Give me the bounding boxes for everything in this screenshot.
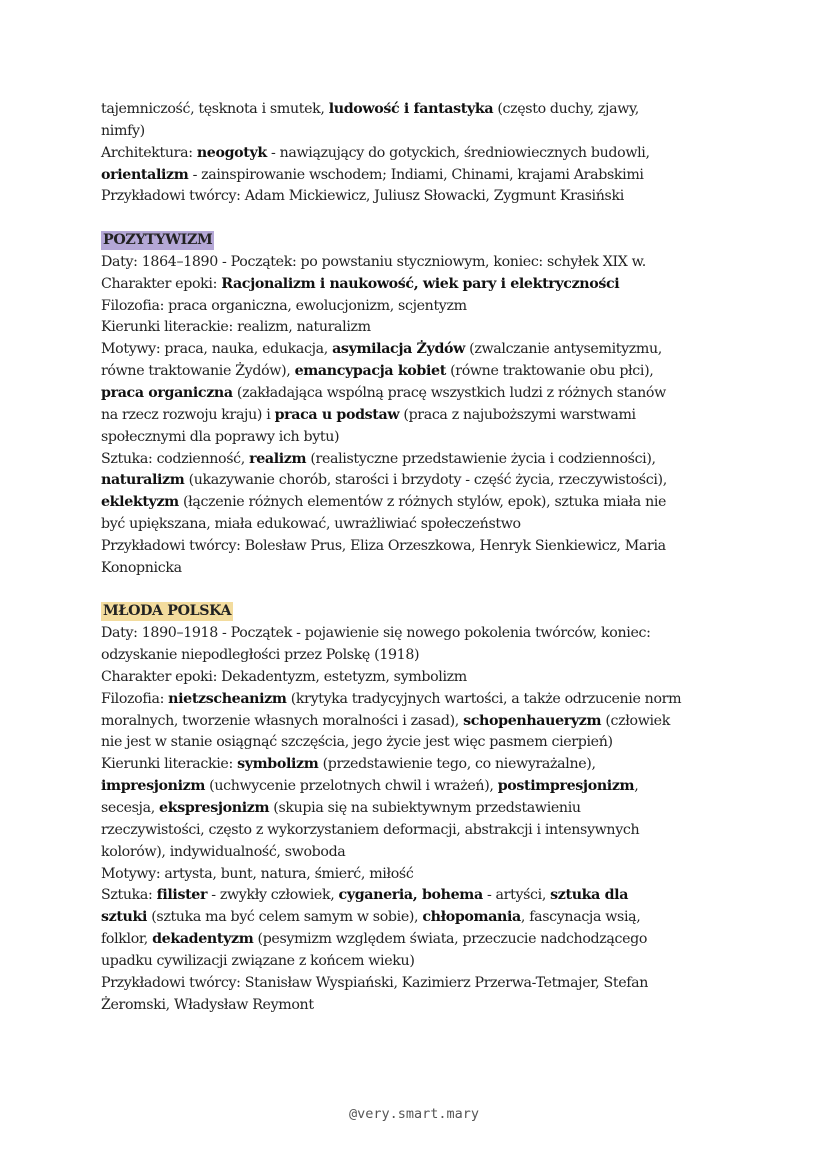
bold-term: postimpresjonizm (497, 778, 635, 795)
spacer (101, 580, 761, 602)
text-span: być upiększana, miała edukować, uwrażliwiać społeczeństwo (101, 516, 521, 533)
text-span: Przykładowi twórcy: Bolesław Prus, Eliza Orzeszkowa, Henryk Sienkiewicz, Maria (101, 537, 666, 554)
text-span: Przykładowi twórcy: Adam Mickiewicz, Juliusz Słowacki, Zygmunt Krasiński (101, 188, 624, 205)
text-span: tajemniczość, tęsknota i smutek, (101, 101, 329, 117)
text-line (101, 252, 761, 274)
text-span: secesja, (101, 800, 160, 816)
text-span: Daty: 1890–1918 - Początek - pojawienie się nowego pokolenia twórców, koniec: (101, 625, 651, 642)
text-span: , fascynacja wsią, (520, 909, 641, 926)
text-line (101, 186, 761, 208)
text-line (101, 864, 761, 886)
text-span: Sztuka: codzienność, (101, 450, 250, 467)
bold-term: chłopomania (422, 909, 521, 926)
text-line (101, 339, 761, 361)
text-span: (równe traktowanie obu płci), (445, 363, 654, 380)
text-span: odzyskanie niepodległości przez Polskę (1918) (101, 647, 420, 664)
bold-term: emancypacja kobiet (294, 363, 446, 380)
text-span: na rzecz rozwoju kraju) i (101, 406, 275, 423)
text-line (101, 711, 761, 733)
text-span: nimfy) (101, 122, 145, 139)
text-line (101, 820, 761, 842)
text-span: Motywy: artysta, bunt, natura, śmierć, miłość (101, 865, 414, 882)
bold-term: neogotyk (196, 144, 267, 161)
text-line (101, 907, 761, 929)
text-line (101, 361, 761, 383)
text-span: upadku cywilizacji związane z końcem wieku) (101, 952, 415, 969)
text-line (101, 558, 761, 580)
bold-term: symbolizm (237, 756, 319, 773)
text-span: (pesymizm względem świata, przeczucie nadchodzącego (253, 931, 648, 948)
text-span: - zainspirowanie wschodem; Indiami, Chinami, krajami Arabskimi (188, 166, 644, 183)
text-span: (krytyka tradycyjnych wartości, a także odrzucenie norm (286, 690, 682, 707)
text-line (101, 754, 761, 776)
section-heading-line (101, 601, 761, 623)
footer-handle: @very.smart.mary (348, 1106, 480, 1122)
text-line (101, 798, 761, 820)
bold-term: nietzscheanizm (168, 690, 287, 707)
text-line (101, 536, 761, 558)
text-line (101, 383, 761, 405)
text-span: (praca z najuboższymi warstwami (399, 406, 636, 423)
text-span: (zwalczanie antysemityzmu, (465, 341, 662, 358)
text-span: Kierunki literackie: (101, 756, 238, 773)
section-heading: POZYTYWIZM (103, 232, 213, 249)
bold-term: impresjonizm (101, 778, 205, 795)
spacer (101, 208, 761, 230)
text-span: - artyści, (482, 887, 551, 904)
text-span: Konopnicka (101, 559, 182, 576)
text-span: , (634, 778, 639, 795)
text-span: (sztuka ma być celem samym w sobie), (147, 909, 423, 926)
text-span: Motywy: praca, nauka, edukacja, (101, 341, 333, 358)
text-span: (łączenie różnych elementów z różnych stylów, epok), sztuka miała nie (178, 494, 667, 511)
bold-term: sztuka dla (550, 887, 629, 904)
text-line (101, 143, 761, 165)
text-span: (przedstawienie tego, co niewyrażalne), (318, 756, 596, 773)
text-line (101, 951, 761, 973)
text-span: Charakter epoki: Dekadentyzm, estetyzm, symbolizm (101, 668, 467, 685)
text-span: Architektura: (101, 144, 197, 161)
text-line (101, 623, 761, 645)
text-line (101, 885, 761, 907)
bold-term: ludowość i fantastyka (328, 101, 494, 117)
text-span: (zakładająca wspólną pracę wszystkich ludzi z różnych stanów (232, 384, 666, 401)
text-span: Kierunki literackie: realizm, naturalizm (101, 319, 371, 336)
section-2 (101, 580, 761, 1017)
text-line (101, 929, 761, 951)
text-line (101, 427, 761, 449)
section-heading-line (101, 230, 761, 252)
bold-term: naturalizm (101, 472, 185, 489)
text-span: (realistyczne przedstawienie życia i codzienności), (306, 450, 656, 467)
text-span: (ukazywanie chorób, starości i brzydoty - część życia, rzeczywistości), (184, 472, 667, 489)
section-1 (101, 208, 761, 579)
text-span: społecznymi dla poprawy ich bytu) (101, 428, 340, 445)
text-span: moralnych, tworzenie własnych moralności i zasad), (101, 712, 464, 729)
text-span: Sztuka: (101, 887, 157, 904)
text-line (101, 99, 761, 121)
text-span: Charakter epoki: (101, 275, 222, 292)
text-span: Filozofia: praca organiczna, ewolucjonizm, scjentyzm (101, 297, 467, 314)
text-span: Filozofia: (101, 690, 169, 707)
text-span: - zwykły człowiek, (207, 887, 339, 904)
text-span: (skupia się na subiektywnym przedstawieniu (269, 800, 581, 816)
text-line (101, 121, 761, 143)
text-line (101, 492, 761, 514)
text-line (101, 973, 761, 995)
text-span: nie jest w stanie osiągnąć szczęścia, jego życie jest więc pasmem cierpień) (101, 734, 613, 751)
text-line (101, 842, 761, 864)
text-line (101, 405, 761, 427)
text-span: Daty: 1864–1890 - Początek: po powstaniu styczniowym, koniec: schyłek XIX w. (101, 253, 646, 270)
text-span: (często duchy, zjawy, (493, 101, 639, 117)
bold-term: filister (156, 887, 208, 904)
text-span: - nawiązujący do gotyckich, średniowiecznych budowli, (266, 144, 650, 161)
text-line (101, 470, 761, 492)
text-line (101, 732, 761, 754)
bold-term: orientalizm (101, 166, 189, 183)
text-line (101, 274, 761, 296)
bold-term: sztuki (101, 909, 148, 926)
bold-term: asymilacja Żydów (332, 341, 466, 358)
document-body (101, 99, 761, 1016)
text-span: (uchwycenie przelotnych chwil i wrażeń), (204, 778, 498, 795)
bold-term: schopenhaueryzm (463, 712, 602, 729)
text-span: (człowiek (601, 712, 670, 729)
text-line (101, 995, 761, 1017)
bold-term: ekspresjonizm (159, 800, 270, 816)
text-span: rzeczywistości, często z wykorzystaniem deformacji, abstrakcji i intensywnych (101, 821, 640, 838)
text-span: równe traktowanie Żydów), (101, 363, 295, 380)
text-line (101, 689, 761, 711)
text-line (101, 449, 761, 471)
text-span: kolorów), indywidualność, swoboda (101, 843, 346, 860)
text-line (101, 165, 761, 187)
section-heading: MŁODA POLSKA (103, 603, 232, 620)
text-span: folklor, (101, 931, 153, 948)
bold-term: praca u podstaw (274, 406, 400, 423)
bold-term: Racjonalizm i naukowość, wiek pary i elektryczności (221, 275, 620, 292)
bold-term: cyganeria, bohema (338, 887, 483, 904)
text-line (101, 296, 761, 318)
bold-term: realizm (249, 450, 307, 467)
bold-term: dekadentyzm (152, 931, 254, 948)
bold-term: praca organiczna (101, 384, 233, 401)
text-line (101, 514, 761, 536)
section-0 (101, 99, 761, 208)
bold-term: eklektyzm (101, 494, 179, 511)
text-line (101, 317, 761, 339)
text-line (101, 776, 761, 798)
text-line (101, 667, 761, 689)
text-span: Żeromski, Władysław Reymont (101, 996, 314, 1013)
text-span: Przykładowi twórcy: Stanisław Wyspiański, Kazimierz Przerwa-Tetmajer, Stefan (101, 974, 649, 991)
text-line (101, 645, 761, 667)
